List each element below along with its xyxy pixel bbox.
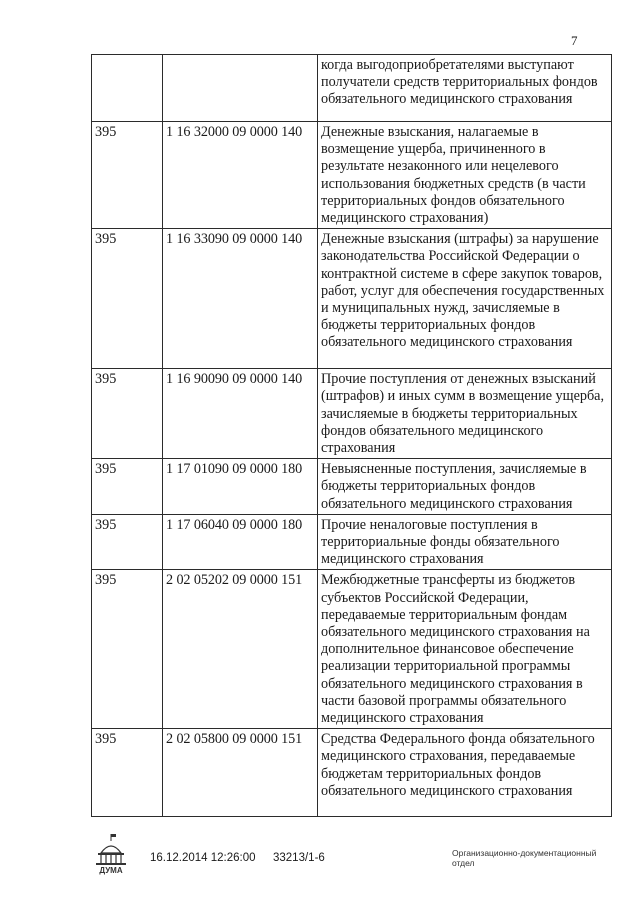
revenue-name-cell: Денежные взыскания, налагаемые в возмещение ущерба, причиненного в результате незаконного или нецелевого использования бюджетных средств (в части территориальных фондов обязательного медицинского страхования) [318, 122, 612, 229]
table-row [92, 514, 612, 570]
revenue-codes-table [91, 54, 612, 817]
budget-code-cell: 1 16 90090 09 0000 140 [163, 369, 318, 459]
budget-code-cell [163, 55, 318, 122]
logo-text: ДУМА [99, 866, 123, 875]
revenue-name-cell: Денежные взыскания (штрафы) за нарушение законодательства Российской Федерации о контрактной системе в сфере закупок товаров, работ, услуг для обеспечения государственных и муниципальных нужд, зачисляемые в бюджеты территориальных фондов обязательного медицинского страхования [318, 229, 612, 369]
revenue-name-cell: когда выгодоприобретателями выступают получатели средств территориальных фондов обязательного медицинского страхования [318, 55, 612, 122]
budget-code-cell: 1 16 32000 09 0000 140 [163, 122, 318, 229]
table-row [92, 229, 612, 369]
revenue-name-cell: Прочие поступления от денежных взысканий (штрафов) и иных сумм в возмещение ущерба, зачисляемые в бюджеты территориальных фондов обязательного медицинского страхования [318, 369, 612, 459]
admin-code-cell: 395 [92, 122, 163, 229]
admin-code-cell [92, 55, 163, 122]
duma-logo [92, 833, 130, 877]
table-row [92, 122, 612, 229]
table-row [92, 55, 612, 122]
table-row [92, 570, 612, 729]
document-number: 33213/1-6 [273, 852, 325, 864]
revenue-name-cell: Прочие неналоговые поступления в территориальные фонды обязательного медицинского страхования [318, 514, 612, 570]
admin-code-cell: 395 [92, 570, 163, 729]
duma-emblem-icon [92, 833, 130, 877]
admin-code-cell: 395 [92, 369, 163, 459]
revenue-name-cell: Невыясненные поступления, зачисляемые в бюджеты территориальных фондов обязательного медицинского страхования [318, 459, 612, 515]
revenue-name-cell: Межбюджетные трансферты из бюджетов субъектов Российской Федерации, передаваемые территориальным фондам обязательного медицинского страхования на дополнительное финансовое обеспечение реализации территориальной программы обязательного медицинского страхования в части базовой программы обязательного медицинского страхования [318, 570, 612, 729]
table-body [92, 55, 612, 817]
budget-code-cell: 1 17 06040 09 0000 180 [163, 514, 318, 570]
admin-code-cell: 395 [92, 514, 163, 570]
table-row [92, 459, 612, 515]
table-row [92, 369, 612, 459]
admin-code-cell: 395 [92, 229, 163, 369]
department-label: Организационно-документационный отдел [452, 848, 597, 868]
table-row [92, 729, 612, 817]
admin-code-cell: 395 [92, 729, 163, 817]
budget-code-cell: 2 02 05202 09 0000 151 [163, 570, 318, 729]
budget-code-cell: 2 02 05800 09 0000 151 [163, 729, 318, 817]
budget-code-cell: 1 17 01090 09 0000 180 [163, 459, 318, 515]
admin-code-cell: 395 [92, 459, 163, 515]
revenue-name-cell: Средства Федерального фонда обязательного медицинского страхования, передаваемые бюджетам территориальных фондов обязательного медицинского страхования [318, 729, 612, 817]
budget-code-cell: 1 16 33090 09 0000 140 [163, 229, 318, 369]
page-number: 7 [571, 33, 578, 48]
registration-datetime: 16.12.2014 12:26:00 [150, 852, 256, 864]
